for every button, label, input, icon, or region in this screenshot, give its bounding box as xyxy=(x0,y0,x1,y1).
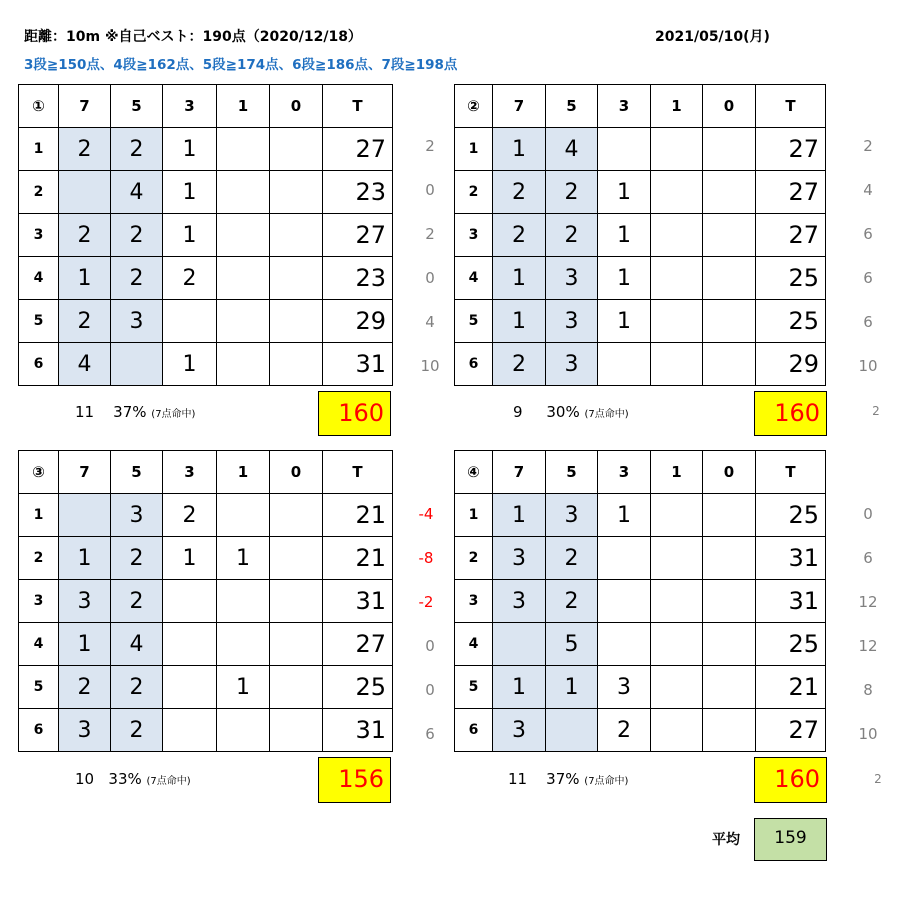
cell-7: 1 xyxy=(493,494,546,537)
cell-3: 2 xyxy=(598,709,651,752)
col-7: 7 xyxy=(493,451,546,494)
cell-total: 23 xyxy=(323,257,393,300)
cell-5: 2 xyxy=(111,214,163,257)
cell-7: 1 xyxy=(493,257,546,300)
cell-1 xyxy=(217,580,270,623)
col-3: 3 xyxy=(163,85,217,128)
side-diff: 0 xyxy=(425,681,435,699)
hit-count: 11 xyxy=(75,403,95,421)
hit-count: 9 xyxy=(513,403,523,421)
hit-summary xyxy=(513,403,629,421)
row-number: 5 xyxy=(455,300,493,343)
cell-total: 27 xyxy=(323,128,393,171)
cell-7: 3 xyxy=(493,537,546,580)
table-row xyxy=(455,128,826,171)
cell-total: 31 xyxy=(323,580,393,623)
col-0: 0 xyxy=(703,85,756,128)
cell-5: 3 xyxy=(111,494,163,537)
cell-7: 1 xyxy=(59,537,111,580)
table-row xyxy=(19,128,393,171)
cell-total: 25 xyxy=(323,666,393,709)
cell-5: 1 xyxy=(546,666,598,709)
header-row xyxy=(19,451,393,494)
col-0: 0 xyxy=(703,451,756,494)
cell-1 xyxy=(651,171,703,214)
header-row xyxy=(455,85,826,128)
row-number: 4 xyxy=(19,257,59,300)
row-number: 5 xyxy=(19,300,59,343)
row-number: 3 xyxy=(455,214,493,257)
cell-3: 3 xyxy=(598,666,651,709)
cell-total: 25 xyxy=(756,300,826,343)
cell-7: 3 xyxy=(59,709,111,752)
table-row xyxy=(19,214,393,257)
cell-0 xyxy=(270,300,323,343)
cell-1 xyxy=(217,214,270,257)
table-row xyxy=(455,623,826,666)
cell-3 xyxy=(163,666,217,709)
cell-1 xyxy=(651,580,703,623)
hit-percent: 30% xyxy=(546,403,580,421)
row-number: 2 xyxy=(19,171,59,214)
header-date: 2021/05/10(月) xyxy=(655,29,770,45)
table-row xyxy=(455,494,826,537)
hit-percent: 33% xyxy=(108,770,142,788)
cell-7: 2 xyxy=(59,300,111,343)
cell-5: 2 xyxy=(111,128,163,171)
col-3: 3 xyxy=(598,85,651,128)
cell-total: 31 xyxy=(756,580,826,623)
header-row xyxy=(19,85,393,128)
cell-1 xyxy=(651,300,703,343)
side-diff: 4 xyxy=(863,181,873,199)
cell-total: 27 xyxy=(756,709,826,752)
cell-5: 4 xyxy=(546,128,598,171)
cell-5: 2 xyxy=(546,171,598,214)
cell-0 xyxy=(703,300,756,343)
table-row xyxy=(19,623,393,666)
col-1: 1 xyxy=(217,85,270,128)
cell-5: 3 xyxy=(111,300,163,343)
col-total: T xyxy=(756,85,826,128)
cell-3 xyxy=(163,709,217,752)
cell-3: 1 xyxy=(163,537,217,580)
cell-total: 25 xyxy=(756,257,826,300)
header-row xyxy=(455,451,826,494)
cell-1 xyxy=(217,128,270,171)
cell-7 xyxy=(493,623,546,666)
hit-note: (7点命中) xyxy=(146,776,191,787)
cell-3: 1 xyxy=(598,171,651,214)
side-diff: 0 xyxy=(425,181,435,199)
hit-summary xyxy=(75,403,195,421)
hit-note: (7点命中) xyxy=(584,776,629,787)
cell-0 xyxy=(703,171,756,214)
cell-5: 3 xyxy=(546,300,598,343)
row-number: 2 xyxy=(19,537,59,580)
table-row xyxy=(455,343,826,386)
cell-0 xyxy=(270,537,323,580)
cell-total: 21 xyxy=(323,494,393,537)
side-diff: 6 xyxy=(863,269,873,287)
cell-total: 21 xyxy=(323,537,393,580)
cell-0 xyxy=(703,709,756,752)
col-0: 0 xyxy=(270,451,323,494)
cell-3: 1 xyxy=(598,300,651,343)
table-row xyxy=(455,709,826,752)
cell-3 xyxy=(163,300,217,343)
total-side-diff: 2 xyxy=(874,772,882,786)
cell-3: 1 xyxy=(163,343,217,386)
col-5: 5 xyxy=(546,451,598,494)
table-row xyxy=(455,666,826,709)
row-number: 4 xyxy=(19,623,59,666)
cell-total: 25 xyxy=(756,494,826,537)
cell-3: 1 xyxy=(598,214,651,257)
col-3: 3 xyxy=(598,451,651,494)
table-row xyxy=(455,214,826,257)
cell-3 xyxy=(163,580,217,623)
cell-0 xyxy=(703,666,756,709)
cell-5: 2 xyxy=(111,537,163,580)
col-1: 1 xyxy=(217,451,270,494)
cell-5: 4 xyxy=(111,171,163,214)
side-diff: 0 xyxy=(425,269,435,287)
cell-7: 4 xyxy=(59,343,111,386)
side-diff: 2 xyxy=(425,137,435,155)
cell-5 xyxy=(111,343,163,386)
cell-3: 2 xyxy=(163,257,217,300)
table-row xyxy=(19,257,393,300)
row-number: 2 xyxy=(455,537,493,580)
side-diff: 10 xyxy=(858,725,878,743)
cell-0 xyxy=(270,709,323,752)
cell-1 xyxy=(651,257,703,300)
round-total: 160 xyxy=(754,757,827,803)
cell-total: 23 xyxy=(323,171,393,214)
cell-total: 27 xyxy=(756,171,826,214)
cell-1 xyxy=(651,537,703,580)
cell-5: 5 xyxy=(546,623,598,666)
row-number: 4 xyxy=(455,257,493,300)
row-number: 3 xyxy=(455,580,493,623)
row-number: 1 xyxy=(19,494,59,537)
row-number: 3 xyxy=(19,214,59,257)
cell-1 xyxy=(217,343,270,386)
row-number: 1 xyxy=(455,494,493,537)
cell-5: 3 xyxy=(546,257,598,300)
score-table-2 xyxy=(454,84,826,386)
cell-1 xyxy=(217,623,270,666)
side-diff: 4 xyxy=(425,313,435,331)
side-diff: -2 xyxy=(418,593,434,611)
cell-total: 29 xyxy=(756,343,826,386)
cell-3 xyxy=(598,128,651,171)
cell-7: 2 xyxy=(493,171,546,214)
row-number: 2 xyxy=(455,171,493,214)
table-row xyxy=(455,537,826,580)
row-number: 6 xyxy=(455,709,493,752)
col-3: 3 xyxy=(163,451,217,494)
side-diff: 10 xyxy=(420,357,440,375)
cell-5: 2 xyxy=(546,537,598,580)
cell-3: 1 xyxy=(163,171,217,214)
col-1: 1 xyxy=(651,451,703,494)
cell-7 xyxy=(59,494,111,537)
cell-3 xyxy=(598,580,651,623)
cell-total: 27 xyxy=(323,214,393,257)
round-total: 160 xyxy=(318,391,391,436)
hit-summary xyxy=(75,770,191,788)
col-7: 7 xyxy=(493,85,546,128)
cell-total: 25 xyxy=(756,623,826,666)
table-row xyxy=(19,709,393,752)
cell-0 xyxy=(270,128,323,171)
round-total: 156 xyxy=(318,757,391,803)
cell-1 xyxy=(651,709,703,752)
table-row xyxy=(19,171,393,214)
cell-1 xyxy=(217,257,270,300)
side-diff: 2 xyxy=(863,137,873,155)
cell-0 xyxy=(703,214,756,257)
table-row xyxy=(455,171,826,214)
cell-0 xyxy=(703,580,756,623)
table-row xyxy=(455,257,826,300)
average-label: 平均 xyxy=(712,832,740,848)
table-row xyxy=(455,300,826,343)
table-row xyxy=(19,580,393,623)
table-row xyxy=(19,494,393,537)
cell-total: 31 xyxy=(756,537,826,580)
cell-total: 27 xyxy=(756,214,826,257)
cell-5: 2 xyxy=(111,580,163,623)
col-7: 7 xyxy=(59,85,111,128)
row-number: 5 xyxy=(19,666,59,709)
cell-1 xyxy=(217,709,270,752)
cell-1 xyxy=(217,300,270,343)
col-1: 1 xyxy=(651,85,703,128)
hit-summary xyxy=(508,770,628,788)
cell-5: 2 xyxy=(111,257,163,300)
side-diff: 12 xyxy=(858,593,878,611)
round-total: 160 xyxy=(754,391,827,436)
cell-0 xyxy=(270,666,323,709)
cell-0 xyxy=(270,580,323,623)
side-diff: 10 xyxy=(858,357,878,375)
hit-note: (7点命中) xyxy=(584,409,629,420)
hit-count: 11 xyxy=(508,770,528,788)
table-row xyxy=(455,580,826,623)
cell-7: 1 xyxy=(59,257,111,300)
cell-1 xyxy=(651,666,703,709)
cell-7: 2 xyxy=(59,128,111,171)
cell-1 xyxy=(651,623,703,666)
cell-5: 2 xyxy=(546,214,598,257)
col-total: T xyxy=(323,85,393,128)
cell-total: 31 xyxy=(323,709,393,752)
hit-percent: 37% xyxy=(113,403,147,421)
cell-7: 1 xyxy=(493,128,546,171)
cell-5: 2 xyxy=(546,580,598,623)
table-row xyxy=(19,537,393,580)
cell-3 xyxy=(598,623,651,666)
cell-1 xyxy=(217,171,270,214)
cell-0 xyxy=(270,623,323,666)
cell-1 xyxy=(651,128,703,171)
header-rank-thresholds: 3段≧150点、4段≧162点、5段≧174点、6段≧186点、7段≧198点 xyxy=(24,57,458,73)
cell-0 xyxy=(703,537,756,580)
row-number: 6 xyxy=(455,343,493,386)
side-diff: 6 xyxy=(425,725,435,743)
col-5: 5 xyxy=(546,85,598,128)
table-row xyxy=(19,666,393,709)
table-row xyxy=(19,343,393,386)
cell-1 xyxy=(651,343,703,386)
cell-7 xyxy=(59,171,111,214)
cell-0 xyxy=(703,494,756,537)
round-label: ① xyxy=(19,85,59,128)
cell-7: 1 xyxy=(493,300,546,343)
cell-3 xyxy=(163,623,217,666)
round-label: ④ xyxy=(455,451,493,494)
col-7: 7 xyxy=(59,451,111,494)
cell-7: 3 xyxy=(493,709,546,752)
cell-total: 27 xyxy=(323,623,393,666)
row-number: 5 xyxy=(455,666,493,709)
cell-total: 27 xyxy=(756,128,826,171)
cell-0 xyxy=(270,257,323,300)
side-diff: 8 xyxy=(863,681,873,699)
round-label: ② xyxy=(455,85,493,128)
cell-0 xyxy=(703,623,756,666)
row-number: 3 xyxy=(19,580,59,623)
row-number: 6 xyxy=(19,709,59,752)
col-5: 5 xyxy=(111,451,163,494)
side-diff: 6 xyxy=(863,549,873,567)
cell-0 xyxy=(270,343,323,386)
col-0: 0 xyxy=(270,85,323,128)
cell-5: 3 xyxy=(546,494,598,537)
cell-5: 3 xyxy=(546,343,598,386)
cell-0 xyxy=(270,171,323,214)
cell-3 xyxy=(598,537,651,580)
side-diff: 2 xyxy=(425,225,435,243)
cell-1 xyxy=(651,214,703,257)
total-side-diff: 2 xyxy=(872,404,880,418)
cell-1 xyxy=(217,494,270,537)
cell-0 xyxy=(703,343,756,386)
score-table-1 xyxy=(18,84,393,386)
side-diff: 0 xyxy=(425,637,435,655)
cell-5: 2 xyxy=(111,709,163,752)
hit-count: 10 xyxy=(75,770,95,788)
cell-3: 2 xyxy=(163,494,217,537)
cell-7: 2 xyxy=(493,343,546,386)
cell-7: 2 xyxy=(59,666,111,709)
cell-total: 31 xyxy=(323,343,393,386)
cell-3: 1 xyxy=(163,214,217,257)
round-label: ③ xyxy=(19,451,59,494)
cell-1: 1 xyxy=(217,537,270,580)
hit-note: (7点命中) xyxy=(151,409,196,420)
col-5: 5 xyxy=(111,85,163,128)
cell-3: 1 xyxy=(163,128,217,171)
side-diff: -8 xyxy=(418,549,434,567)
side-diff: 0 xyxy=(863,505,873,523)
row-number: 1 xyxy=(19,128,59,171)
cell-total: 29 xyxy=(323,300,393,343)
cell-7: 1 xyxy=(59,623,111,666)
side-diff: 6 xyxy=(863,225,873,243)
cell-0 xyxy=(270,494,323,537)
cell-7: 2 xyxy=(493,214,546,257)
col-total: T xyxy=(323,451,393,494)
cell-1: 1 xyxy=(217,666,270,709)
hit-percent: 37% xyxy=(546,770,580,788)
col-total: T xyxy=(756,451,826,494)
cell-7: 3 xyxy=(59,580,111,623)
cell-3: 1 xyxy=(598,257,651,300)
score-table-3 xyxy=(18,450,393,752)
cell-0 xyxy=(703,257,756,300)
table-row xyxy=(19,300,393,343)
cell-0 xyxy=(703,128,756,171)
cell-3: 1 xyxy=(598,494,651,537)
average-value: 159 xyxy=(754,818,827,861)
score-table-4 xyxy=(454,450,826,752)
row-number: 4 xyxy=(455,623,493,666)
side-diff: -4 xyxy=(418,505,434,523)
side-diff: 12 xyxy=(858,637,878,655)
header-distance-best: 距離：10m ※自己ベスト：190点（2020/12/18） xyxy=(24,29,362,45)
cell-5 xyxy=(546,709,598,752)
cell-total: 21 xyxy=(756,666,826,709)
cell-5: 4 xyxy=(111,623,163,666)
cell-5: 2 xyxy=(111,666,163,709)
cell-3 xyxy=(598,343,651,386)
cell-7: 2 xyxy=(59,214,111,257)
row-number: 1 xyxy=(455,128,493,171)
side-diff: 6 xyxy=(863,313,873,331)
cell-1 xyxy=(651,494,703,537)
cell-7: 3 xyxy=(493,580,546,623)
row-number: 6 xyxy=(19,343,59,386)
cell-0 xyxy=(270,214,323,257)
cell-7: 1 xyxy=(493,666,546,709)
